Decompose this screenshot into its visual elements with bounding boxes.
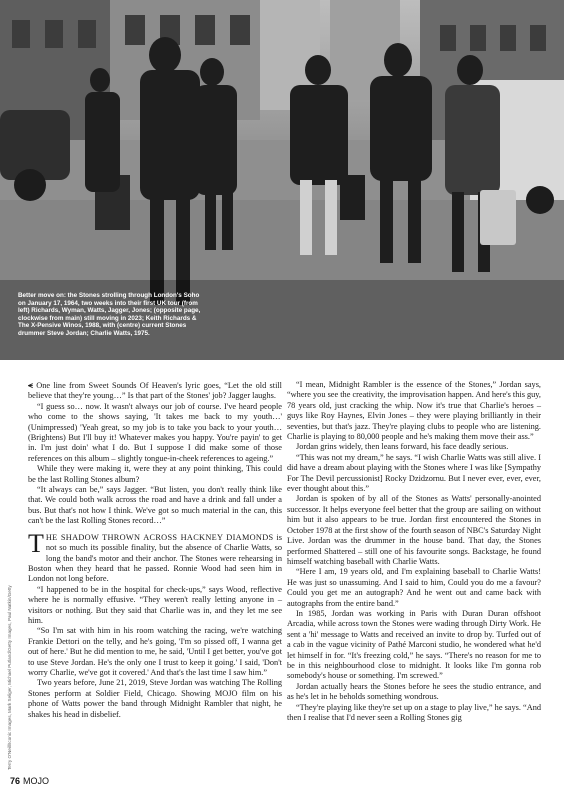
page-number: 76 bbox=[10, 776, 21, 786]
paragraph: “They're playing like they're set up on a stage to play live,” he says. “And then I realise that I'd never seen a Rolling Stones gig bbox=[287, 702, 541, 722]
magazine-name: MOJO bbox=[23, 776, 50, 786]
paragraph: “So I'm sat with him in his room watching the racing, we're watching Frankie Dettori on the telly, and he's going, 'I'm so pissed off, I wanna get out of here.' But he did mention to me, he said, 'Until I get better, you've got to use Steve Jordan. He's the only one I trust to keep it going.' I said, 'Don't worry Charlie, we've got it covered.' And that's the last time I saw him.” bbox=[28, 626, 282, 677]
continuation-arrow-icon: ⪪ bbox=[28, 380, 37, 390]
paragraph: While they were making it, were they at any point thinking, This could be the last Rolling Stones album? bbox=[28, 464, 282, 484]
article-column-left bbox=[28, 380, 282, 720]
article-column-right bbox=[287, 380, 541, 723]
paragraph: “I mean, Midnight Rambler is the essence of the Stones,” Jordan says, “where you see the creativity, the improvisation happen. And here's this guy, 78 years old, just cracking the whip. Now it's true that Charlie's heroes – guys like Roy Haynes, Elvin Jones – they were playing brilliantly in their seventies, but that's jazz. They're playing clubs to people who are listening. Charlie is playing to 80,000 people and he's making them move their ass.” bbox=[287, 380, 541, 442]
drop-cap: T bbox=[28, 528, 44, 558]
paragraph: “This was not my dream,” he says. “I wish Charlie Watts was still alive. I did have a dream about playing with the Stones where I was like [Sympathy For The Devil percussionist] Rocky Dzidzornu. But I never ever, ever, ever, ever thought about this.” bbox=[287, 452, 541, 494]
paragraph: “It always can be,” says Jagger. “But listen, you don't really think like that. We could both walk across the road and have a drink and fall under a bus. But that's not how I think. We've got so much material in the can, this can't be the last Rolling Stones record…” bbox=[28, 485, 282, 526]
paragraph: Jordan is spoken of by all of the Stones as Watts' personally-anointed successor. It helps everyone feel better that the group are sailing on without him but it also appears to be true. Jordan first encountered the Stones in October 1978 at the first show of the fourth season of NBC's Saturday Night Live. Jordan was the drummer in the house band. That day, the Stones performed Shattered – still one of his favourite songs. Backstage, he found himself watching baseball with Charlie Watts. bbox=[287, 494, 541, 566]
photo-caption: Better move on: the Stones strolling through London's Soho on January 17, 1964, two weeks into their first UK tour (from left) Richards, Wyman, Watts, Jagger, Jones; (opposite page, clockwise from main) still moving in 2023; Keith Richards & The X-Pensive Winos, 1988, with (centre) current Stones drummer Steve Jordan; Charlie Watts, 1975. bbox=[18, 292, 201, 337]
paragraph: ⪪ One line from Sweet Sounds Of Heaven's lyric goes, “Let the old still believe that they're young…” Is that part of the Stones' job? Jagger laughs. bbox=[28, 380, 282, 401]
photo-credit: Terry O'Neill/Iconic Images, Mark Seliger, Michael Putland/Getty Images, Paul Natkin/Getty bbox=[7, 585, 12, 770]
section-lead-in: HE SHADOW THROWN ACROSS HACKNEY DIAMONDS bbox=[45, 532, 274, 542]
paragraph: Two years before, June 21, 2019, Steve Jordan was watching The Rolling Stones perform at Soldier Field, Chicago. Showing MOJO film on his phone of Watts power the band through Midnight Rambler that night, he shakes his head in disbelief. bbox=[28, 678, 282, 719]
paragraph: Jordan grins widely, then leans forward, his face deadly serious. bbox=[296, 442, 509, 452]
paragraph: “Here I am, 19 years old, and I'm explaining baseball to Charlie Watts! He was just so unassuming. And I said to him, Could you do me a favour? Could you get me an autograph? And he went out and came back with autographs from the entire band.” bbox=[287, 567, 541, 608]
paragraph: “I guess so… now. It wasn't always our job of course. I've heard people who come to the shows saying, 'It takes me back to my youth…' (Unimpressed) 'Yeah great, so my job is to take you back to your youth… (Brightens) But I'll buy it! Whatever makes you happy. You're payin' to get in. I'm just doin' what I do. But I suppose I did make some of those references on this album – slightly tongue-in-cheek references to ageing.” bbox=[28, 401, 282, 463]
paragraph: “I happened to be in the hospital for check-ups,” says Wood, reflective where he is normally effusive. “They weren't really letting anyone in – visitors or nothing. But they said that Charlie was in, and they let me see him. bbox=[28, 584, 282, 625]
photo-rolling-stones-street bbox=[0, 0, 564, 360]
page-folio bbox=[10, 776, 49, 786]
paragraph: Jordan actually hears the Stones before he sees the studio entrance, and as he's let in he beholds something wondrous. bbox=[287, 681, 541, 702]
section-opening-paragraph: THE SHADOW THROWN ACROSS HACKNEY DIAMONDS is not so much its possible finality, but the absence of Charlie Watts, so long the band's motor and their anchor. The Stones were rehearsing in Boston when they heard that he passed. Ronnie Wood had seen him in London not long before. bbox=[28, 528, 282, 584]
paragraph: In 1985, Jordan was working in Paris with Duran Duran offshoot Arcadia, while across town the Stones were wading through Dirty Work. He sent a 'hi' message to Watts and received an invite to drop by. Turfed out of a cab in the vague vicinity of Pathé Marconi studio, he wondered what he'd let himself in for. “It's freezing cold,” he says. “There's no reason for me to be in this neighbourhood close to midnight. It looks like I'm gonna rob somebody's house or something. I'm screwed.” bbox=[287, 608, 541, 681]
